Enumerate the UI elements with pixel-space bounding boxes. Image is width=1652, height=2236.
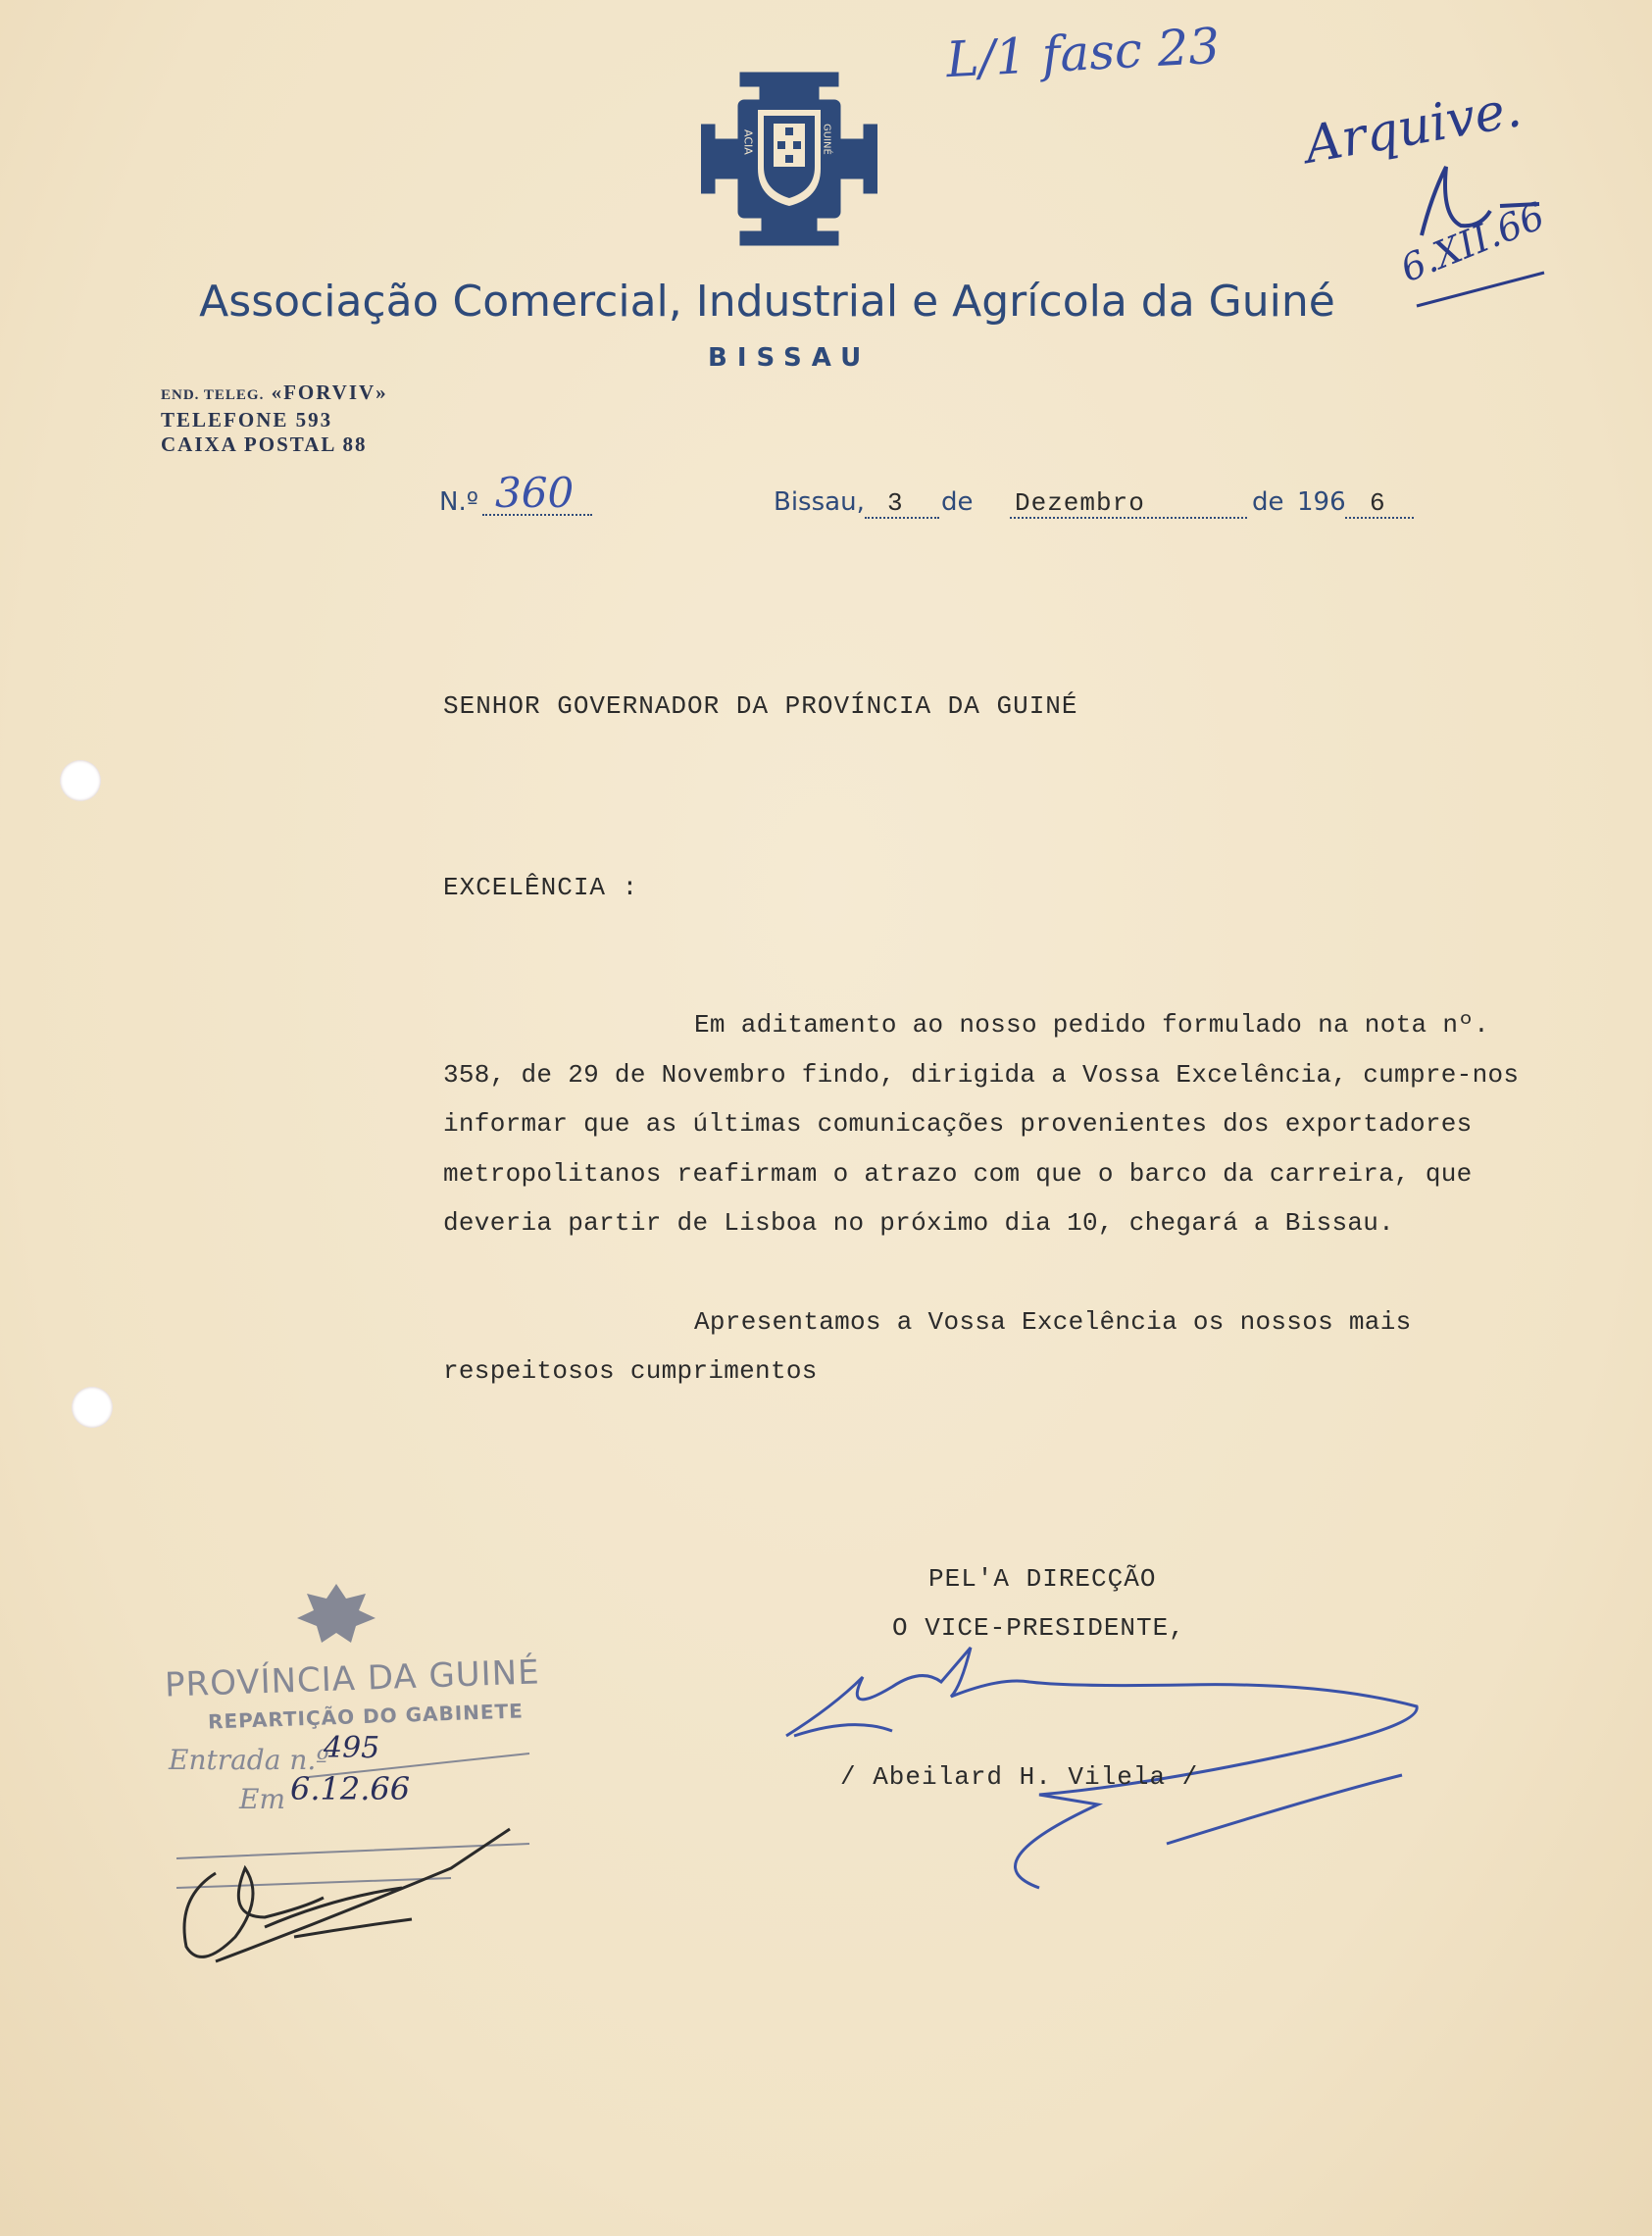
stamp-signature — [157, 1790, 549, 1976]
receipt-stamp — [157, 1579, 569, 1971]
association-emblem-icon — [701, 71, 877, 247]
organization-name: Associação Comercial, Industrial e Agrícola da Guiné — [199, 277, 1335, 327]
telephone-line: TELEFONE 593 — [161, 408, 333, 432]
svg-text:ACIA: ACIA — [741, 129, 755, 155]
year-prefix: 196 — [1297, 487, 1346, 517]
letter-number: 360 — [495, 469, 575, 517]
signatory-name: / Abeilard H. Vilela / — [840, 1762, 1199, 1792]
stamp-date-label: Em — [239, 1783, 285, 1815]
date-day: 3 — [887, 488, 904, 518]
stamp-entry-label: Entrada n.º — [169, 1744, 329, 1776]
stamp-entry-number: 495 — [324, 1731, 380, 1765]
svg-text:GUINÉ: GUINÉ — [821, 124, 832, 155]
file-reference-note: L/1 fasc 23 — [944, 17, 1222, 89]
date-month: Dezembro — [1015, 488, 1145, 518]
closing-line-2: O VICE-PRESIDENTE, — [892, 1613, 1185, 1643]
arms-icon — [292, 1579, 380, 1648]
postal-line: CAIXA POSTAL 88 — [161, 432, 368, 456]
archive-date-note: 6.XII.66 — [1394, 193, 1551, 291]
place-label: Bissau, — [774, 487, 865, 517]
date-underline — [1412, 265, 1549, 314]
addressee: SENHOR GOVERNADOR DA PROVÍNCIA DA GUINÉ — [443, 691, 1078, 721]
body-paragraph-1: Em aditamento ao nosso pedido formulado na nota nº. 358, de 29 de Novembro findo, dirigida a Vossa Excelência, cumpre-nos informar que as últimas comunicações provenientes dos exportadores metropolitanos reafirmam o atrazo com que o barco da carreira, que deveria partir de Lisboa no próximo dia 10, chegará a Bissau. — [443, 1010, 1520, 1238]
date-year-digit: 6 — [1370, 488, 1386, 518]
closing-line-1: PEL'A DIRECÇÃO — [928, 1564, 1157, 1594]
de-label-2: de — [1252, 487, 1284, 517]
telegraph-line: END. TELEG. «FORVIV» — [161, 381, 388, 404]
number-label: N.º — [439, 487, 478, 517]
archive-note: Arquive. — [1300, 79, 1527, 176]
body-paragraph-2: Apresentamos a Vossa Excelência os nossos mais respeitosos cumprimentos — [443, 1306, 1412, 1386]
contact-block — [161, 381, 388, 457]
stamp-department: REPARTIÇÃO DO GABINETE — [207, 1699, 525, 1734]
de-label-1: de — [941, 487, 974, 517]
punch-hole-top — [60, 760, 101, 801]
letter-body — [443, 1000, 1561, 1397]
punch-hole-bottom — [72, 1387, 113, 1428]
stamp-province: PROVÍNCIA DA GUINÉ — [164, 1652, 541, 1705]
salutation: EXCELÊNCIA : — [443, 873, 639, 902]
stamp-date-value: 6.12.66 — [290, 1770, 411, 1807]
organization-city: BISSAU — [708, 343, 872, 373]
